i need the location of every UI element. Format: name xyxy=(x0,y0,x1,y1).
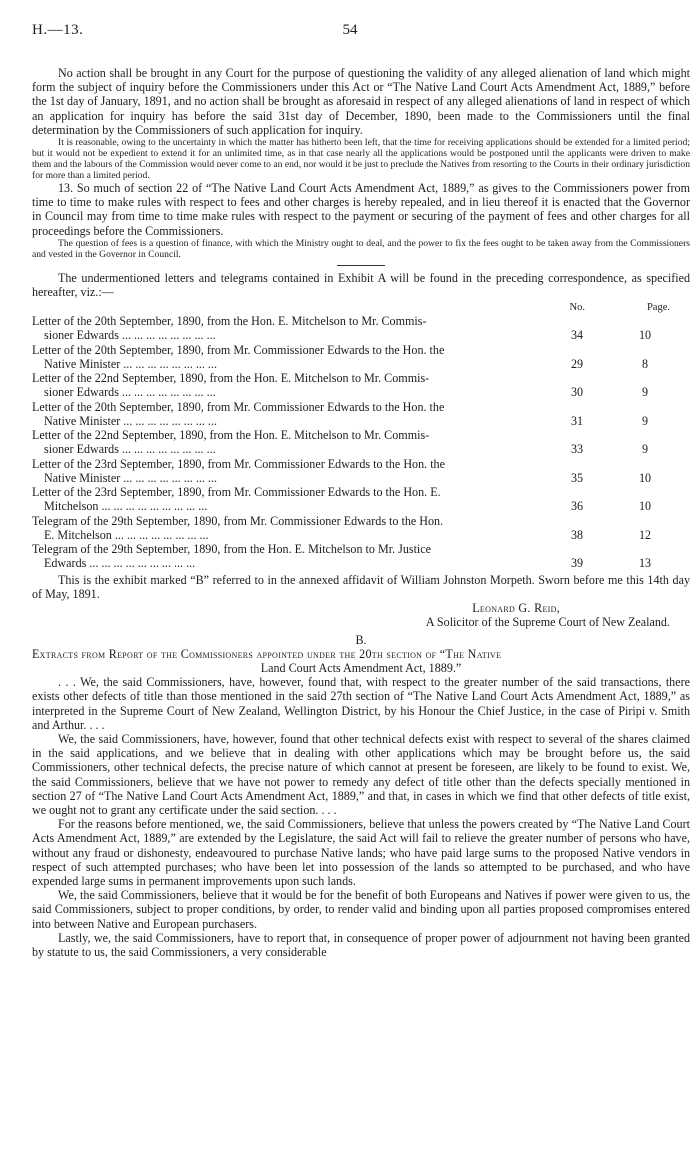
entry-number: 36 xyxy=(570,499,584,514)
entry-description-line2: Mitchelson ... ... ... ... ... ... ... ... ... xyxy=(44,499,208,514)
page-header xyxy=(32,22,668,44)
entry-number: 39 xyxy=(570,556,584,571)
entry-description-line2: Edwards ... ... ... ... ... ... ... ... ... xyxy=(44,556,196,571)
entry-description-line2: sioner Edwards ... ... ... ... ... ... ... ... xyxy=(44,328,216,343)
entry-page: 12 xyxy=(638,527,652,542)
entry-page: 9 xyxy=(641,442,649,457)
extract-paragraph: Lastly, we, the said Commissioners, have to report that, in consequence of proper power of adjournment not having been granted by statute to us, the said Commissioners, a very considerable xyxy=(32,930,690,960)
table-row xyxy=(32,542,690,571)
table-row xyxy=(32,457,690,486)
entry-description-line1: Letter of the 20th September, 1890, from Mr. Commissioner Edwards to the Hon. the xyxy=(32,342,445,357)
table-row xyxy=(32,343,690,372)
entry-number: 33 xyxy=(570,442,584,457)
entry-page: 9 xyxy=(641,385,649,400)
entry-number: 29 xyxy=(570,356,584,371)
correspondence-table xyxy=(32,314,690,571)
entry-description-line2: Native Minister ... ... ... ... ... ... ... ... xyxy=(44,413,217,428)
entry-page: 9 xyxy=(641,413,649,428)
table-row xyxy=(32,428,690,457)
extract-paragraph: We, the said Commissioners, have, however, found that other technical defects exist with respect to several of the shares claimed in the said applications, and we believe that in dealing with other applications which may be brought before us, the said Commissioners, other technical defects, the precise nature of which cannot at present be foreseen, are likely to be found to exist. We, the said Commissioners, believe that we have not power to remedy any defect of title other than the defects specially mentioned in section 27 of “The Native Land Court Acts Amendment Act, 1889,” and that, in cases in which we find that other defects of title exist, we ought not to grant any certificate under the said section. . . . xyxy=(32,731,690,817)
entry-description-line2: Native Minister ... ... ... ... ... ... ... ... xyxy=(44,356,217,371)
entry-page: 8 xyxy=(641,356,649,371)
entry-number: 35 xyxy=(570,470,584,485)
entry-description-line1: Telegram of the 29th September, 1890, from Mr. Commissioner Edwards to the Hon. xyxy=(32,513,444,528)
entry-description-line1: Letter of the 23rd September, 1890, from Mr. Commissioner Edwards to the Hon. the xyxy=(32,456,445,471)
extracts-heading xyxy=(32,647,690,675)
explanatory-note: The question of fees is a question of finance, with which the Ministry ought to deal, and the power to fix the fees ought to be taken away from the Commissioners and vested in the Governor in Council. xyxy=(32,237,690,260)
entry-page: 10 xyxy=(638,328,652,343)
entry-description-line1: Letter of the 23rd September, 1890, from Mr. Commissioner Edwards to the Hon. E. xyxy=(32,485,441,500)
table-row xyxy=(32,400,690,429)
entry-description-line2: sioner Edwards ... ... ... ... ... ... ... ... xyxy=(44,385,216,400)
extract-paragraph: For the reasons before mentioned, we, the said Commissioners, believe that unless the powers created by “The Native Land Court Acts Amendment Act, 1889,” are extended by the Legislature, the said Act will fail to relieve the greater number of persons who have, without any fraud or dishonesty, endeavoured to purchase Native lands; who have paid large sums to the proposed Native vendors in respect of such attempted purchases; who have been let into possession of the lands so attempted to be purchased, and who have expended large sums in permanent improvements upon such lands. xyxy=(32,817,690,888)
entry-description-line2: Native Minister ... ... ... ... ... ... ... ... xyxy=(44,470,217,485)
table-row xyxy=(32,514,690,543)
clause-13-paragraph: 13. So much of section 22 of “The Native Land Court Acts Amendment Act, 1889,” as gives to the Commissioners power from time to time to make rules with respect to fees and other charges is hereby repealed, and in lieu thereof it is enacted that the Governor in Council may from time to time make rules with respect to the payment or securing of the payment of fees and other charges for all proceedings before the Commissioners. xyxy=(32,181,690,238)
entry-page: 13 xyxy=(638,556,652,571)
correspondence-table-header xyxy=(32,299,690,314)
entry-description-line2: E. Mitchelson ... ... ... ... ... ... ... ... xyxy=(44,527,209,542)
entry-number: 34 xyxy=(570,328,584,343)
entry-page: 10 xyxy=(638,470,652,485)
entry-number: 31 xyxy=(570,413,584,428)
exhibit-statement: This is the exhibit marked “B” referred to in the annexed affidavit of William Johnston Morpeth. Sworn before me this 14th day of May, 1891. xyxy=(32,572,690,601)
entry-description-line1: Telegram of the 29th September, 1890, from the Hon. E. Mitchelson to Mr. Justice xyxy=(32,542,432,557)
entry-description-line2: sioner Edwards ... ... ... ... ... ... ... ... xyxy=(44,442,216,457)
extract-paragraph: We, the said Commissioners, believe that it would be for the benefit of both Europeans and Natives if power were given to us, the said Commissioners, subject to proper conditions, by order, to render valid and binding upon all parties proposed compromises entered into between Native and European purchasers. xyxy=(32,888,690,931)
clause-paragraph: No action shall be brought in any Court for the purpose of questioning the validity of any alleged alienation of land which might form the subject of inquiry before the Commissioners under this Act or “The Native Land Court Acts Amendment Act, 1889,” before the 1st day of January, 1891, and no action shall be brought as aforesaid in respect of any alleged alienations of land in respect of which an application for inquiry has before the said 31st day of December, 1890, been made to the Commissioners until the final determination by the Commissioners of such application for inquiry. xyxy=(32,66,690,137)
document-reference: H.—13. xyxy=(32,22,84,38)
extracts-heading-line1: Extracts from Report of the Commissioners appointed under the 20th section of “The Native xyxy=(32,646,502,661)
entry-description-line1: Letter of the 20th September, 1890, from Mr. Commissioner Edwards to the Hon. the xyxy=(32,399,445,414)
explanatory-note: It is reasonable, owing to the uncertainty in which the matter has hitherto been left, that the time for receiving applications should be extended for a limited period; but it would not be expedient to extend it for an unlimited time, as in that case nearly all the applications would be postponed until the applicants were driven to make them and the labours of the Commission would never come to an end, nor would it be just to preclude the Natives from resorting to the Courts in their ordinary jurisdiction for more than a limited period. xyxy=(32,137,690,182)
correspondence-intro: The undermentioned letters and telegrams contained in Exhibit A will be found in the preceding correspondence, as specified hereafter, viz.:— xyxy=(32,270,690,300)
signer-name: Leonard G. Reid, xyxy=(472,601,560,616)
entry-number: 38 xyxy=(570,527,584,542)
entry-description-line1: Letter of the 20th September, 1890, from the Hon. E. Mitchelson to Mr. Commis- xyxy=(32,314,427,329)
entry-description-line1: Letter of the 22nd September, 1890, from the Hon. E. Mitchelson to Mr. Commis- xyxy=(32,428,430,443)
extract-paragraph: . . . We, the said Commissioners, have, however, found that, with respect to the greater number of the said transactions, there exists other defects of title than those mentioned in the said 27th section of “The Native Land Court Acts Amendment Act, 1889,” as interpreted in the Supreme Court of New Zealand, Wellington District, by his Honour the Chief Justice, in the case of Piripi v. Smith and Arthur. . . . xyxy=(32,675,690,732)
table-row xyxy=(32,371,690,400)
section-b-label: B. xyxy=(355,632,367,647)
table-row xyxy=(32,314,690,343)
column-header-no: No. xyxy=(569,302,585,314)
page-number: 54 xyxy=(342,22,358,38)
entry-number: 30 xyxy=(570,385,584,400)
column-header-page: Page. xyxy=(646,302,670,314)
section-divider xyxy=(337,265,385,266)
extracts-heading-line2: Land Court Acts Amendment Act, 1889.” xyxy=(260,660,462,675)
signature-block xyxy=(32,601,690,629)
entry-description-line1: Letter of the 22nd September, 1890, from the Hon. E. Mitchelson to Mr. Commis- xyxy=(32,371,430,386)
page-body xyxy=(32,66,690,959)
entry-page: 10 xyxy=(638,499,652,514)
table-row xyxy=(32,485,690,514)
signer-title: A Solicitor of the Supreme Court of New Zealand. xyxy=(425,615,670,630)
